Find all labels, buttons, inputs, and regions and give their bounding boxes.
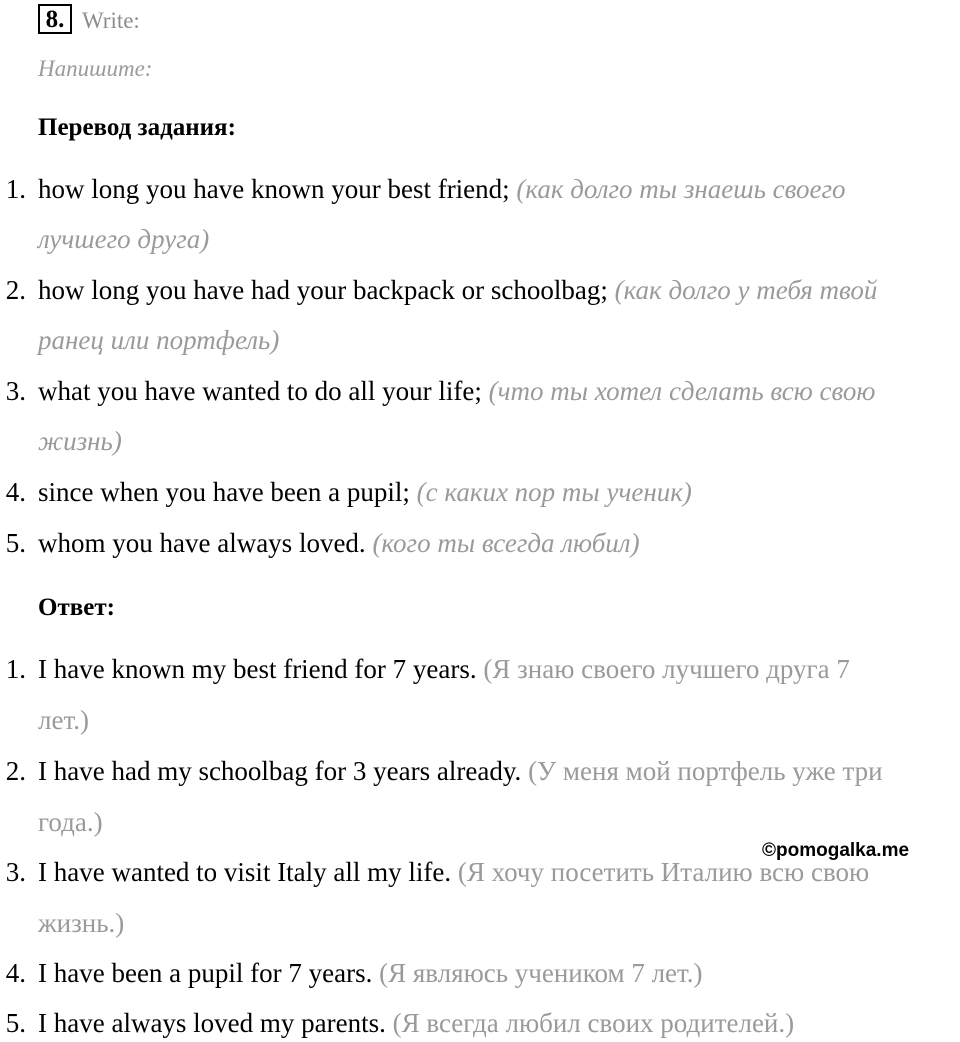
task-number: 8. (38, 4, 72, 34)
item-translation: (как долго у тебя твой (614, 275, 878, 305)
item-translation: (с каких пор ты ученик) (416, 477, 692, 507)
answer-english: I have always loved my parents. (38, 1008, 386, 1038)
item-english: how long you have had your backpack or schoolbag; (38, 275, 608, 305)
answer-translation-cont: жизнь.) (38, 908, 125, 938)
item-translation-cont: ранец или портфель) (38, 325, 280, 355)
list-item (38, 654, 850, 685)
answer-translation: (Я знаю своего лучшего друга 7 (483, 654, 850, 684)
list-item (38, 275, 877, 306)
list-item (38, 376, 875, 407)
item-english: how long you have known your best friend; (38, 174, 510, 204)
answer-translation: (Я всегда любил своих родителей.) (392, 1008, 795, 1038)
translation-heading: Перевод задания: (38, 114, 236, 141)
list-item-number: 4. (5, 477, 26, 507)
list-item (38, 528, 640, 559)
list-item-number: 5. (5, 528, 26, 558)
item-english: what you have wanted to do all your life; (38, 376, 482, 406)
item-english: whom you have always loved. (38, 528, 366, 558)
answer-translation: (Я являюсь учеником 7 лет.) (379, 958, 703, 988)
answer-english: I have had my schoolbag for 3 years already. (38, 756, 522, 786)
answer-translation-cont: года.) (38, 807, 103, 837)
answer-translation: (Я хочу посетить Италию всю свою (457, 857, 870, 887)
answer-translation: (У меня мой портфель уже три (528, 756, 883, 786)
list-item-number: 4. (5, 958, 26, 988)
task-instruction-ru: Напишите: (38, 56, 153, 81)
answer-heading: Ответ: (38, 594, 115, 621)
list-item (38, 756, 883, 787)
list-item-number: 5. (5, 1008, 26, 1038)
list-item-number: 3. (5, 857, 26, 887)
list-item-number: 2. (5, 756, 26, 786)
list-item (38, 857, 869, 888)
item-translation: (кого ты всегда любил) (372, 528, 640, 558)
item-english: since when you have been a pupil; (38, 477, 410, 507)
list-item-number: 1. (5, 654, 26, 684)
item-translation: (как долго ты знаешь своего (516, 174, 846, 204)
answer-english: I have known my best friend for 7 years. (38, 654, 477, 684)
item-translation: (что ты хотел сделать всю свою (488, 376, 876, 406)
list-item-number: 3. (5, 376, 26, 406)
item-translation-cont: жизнь) (38, 426, 122, 456)
item-translation-cont: лучшего друга) (38, 224, 210, 254)
list-item (38, 174, 846, 205)
list-item (38, 958, 703, 989)
watermark: ©pomogalka.me (762, 840, 910, 861)
answer-translation-cont: лет.) (38, 705, 89, 735)
list-item-number: 1. (5, 174, 26, 204)
list-item-number: 2. (5, 275, 26, 305)
answer-english: I have been a pupil for 7 years. (38, 958, 373, 988)
list-item (38, 1008, 794, 1039)
list-item (38, 477, 692, 508)
task-instruction-en: Write: (82, 8, 140, 33)
answer-english: I have wanted to visit Italy all my life. (38, 857, 452, 887)
